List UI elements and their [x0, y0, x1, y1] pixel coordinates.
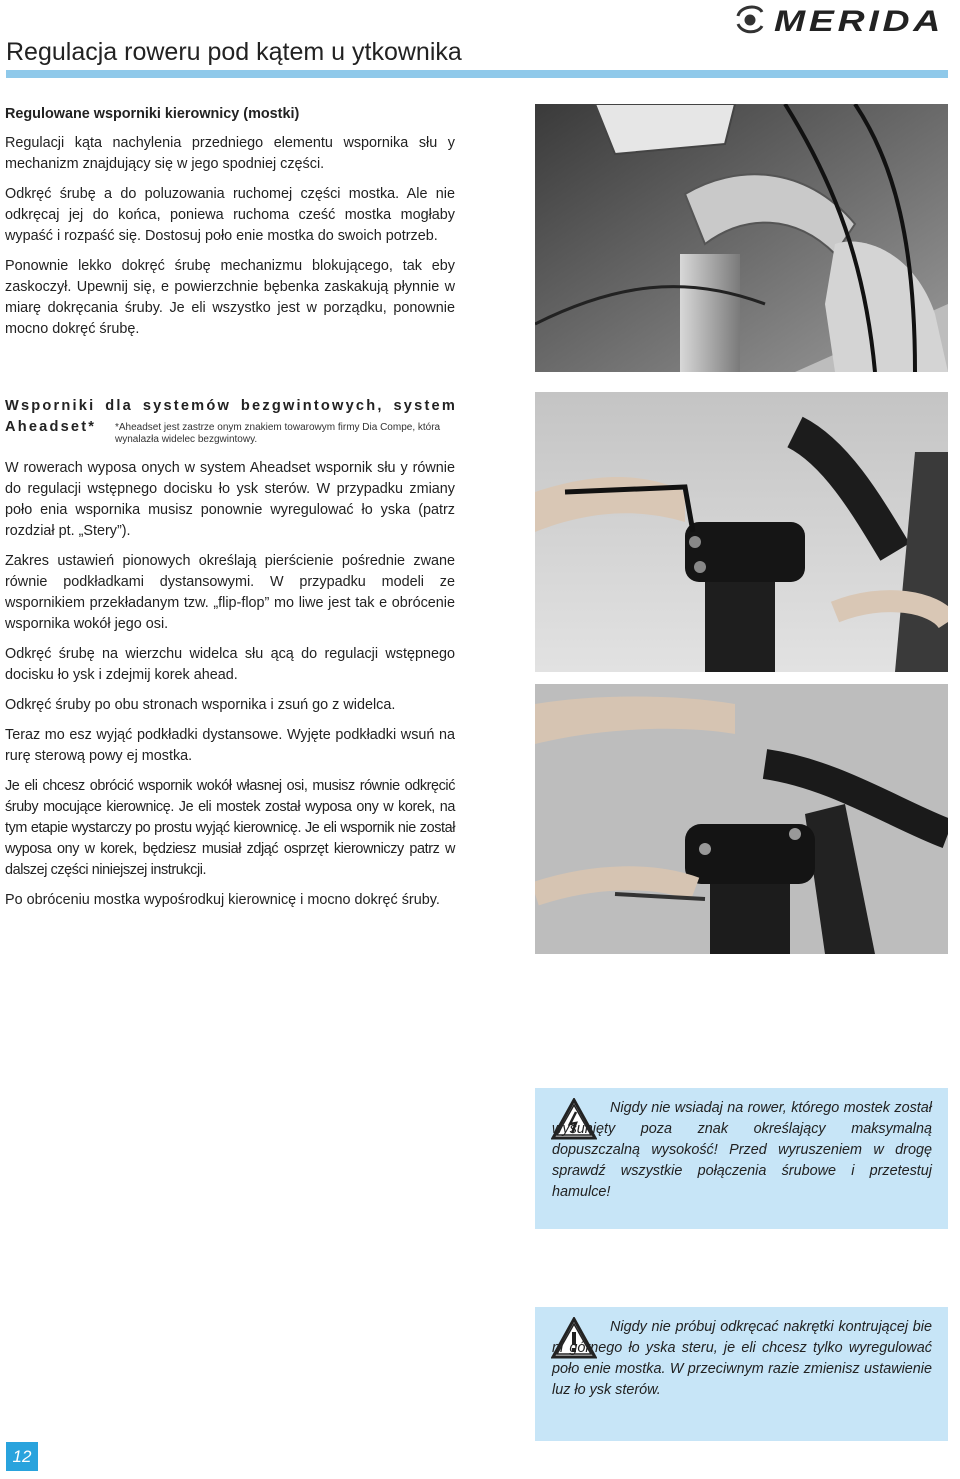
paragraph: Zakres ustawień pionowych określają pierścienie pośrednie zwane równie podkładkami dystansowymi. W przypadku modeli ze wspornikiem przekładanym tzw. „flip-flop” mo liwe jest tak e obrócenie wspornika wokół jego osi.: [5, 553, 455, 632]
page-number: 12: [6, 1442, 38, 1471]
paragraph: Po obróceniu mostka wypośrodkuj kierownicę i mocno dokręć śruby.: [5, 892, 440, 908]
section-heading: Regulowane wsporniki kierownicy (mostki): [5, 106, 300, 122]
photo-hex-key-stem: [535, 392, 948, 672]
paragraph: Teraz mo esz wyjąć podkładki dystansowe. Wyjęte podkładki wsuń na rurę sterową powy ej mostka.: [5, 727, 455, 764]
photo-stem-spacers: [535, 684, 948, 954]
footnote: *Aheadset jest zastrze onym znakiem towarowym firmy Dia Compe, która wynalazła widelec bezgwintowy.: [115, 422, 441, 445]
paragraph: W rowerach wyposa onych w system Aheadset wspornik słu y równie do regulacji wstępnego docisku ło ysk sterów. W przypadku zmiany poło enia wspornika musisz ponownie wyregulować ło yska (patrz rozdział pt. „Stery”).: [5, 460, 455, 539]
brand-logo: [734, 2, 948, 38]
paragraph: Odkręć śruby po obu stronach wspornika i zsuń go z widelca.: [5, 697, 396, 713]
page-title: Regulacja roweru pod kątem u ytkownika: [6, 38, 462, 66]
paragraph: Odkręć śrubę na wierzchu widelca słu ącą do regulacji wstępnego docisku ło ysk i zdejmij korek ahead.: [5, 646, 455, 683]
section-heading-cont: Aheadset*: [5, 419, 97, 435]
paragraph: Regulacji kąta nachylenia przedniego elementu wspornika słu y mechanizm znajdujący się w jego spodniej części.: [5, 135, 455, 172]
photo-adjustable-stem: [535, 104, 948, 372]
warning-box: [535, 1088, 948, 1229]
warning-box: [535, 1307, 948, 1441]
section-stem-adjustable: [5, 104, 455, 349]
section-heading: Wsporniki dla systemów bezgwintowych, system: [5, 398, 457, 414]
svg-text:MERIDA: MERIDA: [774, 5, 944, 38]
paragraph: Ponownie lekko dokręć śrubę mechanizmu blokującego, tak eby zaskoczył. Upewnij się, e powierzchnie bębenka zaskakują płynnie w miarę dokręcania śruby. Je eli wszystko jest w porządku, ponownie mocno dokręć śrubę.: [5, 258, 455, 337]
paragraph: Odkręć śrubę a do poluzowania ruchomej części mostka. Ale nie odkręcaj jej do końca, poniewa ruchoma cześć mostka mogłaby wypaść i rozpaść się. Dostosuj poło enie mostka do swoich potrzeb.: [5, 186, 455, 244]
header-rule: [6, 70, 948, 78]
section-aheadset: [5, 458, 455, 920]
merida-logo-icon: [734, 2, 948, 38]
warning-text: Nigdy nie wsiadaj na rower, którego mostek został wysunięty poza znak określający maksymalną dopuszczalną wysokość! Przed wyruszeniem w drogę sprawdź wszystkie połączenia śrubowe i przetestuj hamulce!: [552, 1100, 932, 1200]
paragraph: Je eli chcesz obrócić wspornik wokół własnej osi, musisz równie odkręcić śruby mocujące kierownicę. Je eli mostek został wyposa ony w korek, na tym etapie wystarczy po prostu wyjąć kierownicę. Je eli wspornik nie został wyposa ony w korek, będziesz musiał zdjąć osprzęt kierowniczy patrz w dalszej części niniejszej instrukcji.: [5, 778, 455, 878]
warning-text: Nigdy nie próbuj odkręcać nakrętki kontrującej bie ni górnego ło yska steru, je eli chcesz tylko wyregulować poło enie mostka. W przeciwnym razie zmienisz ustawienie luz ło ysk sterów.: [552, 1319, 932, 1398]
